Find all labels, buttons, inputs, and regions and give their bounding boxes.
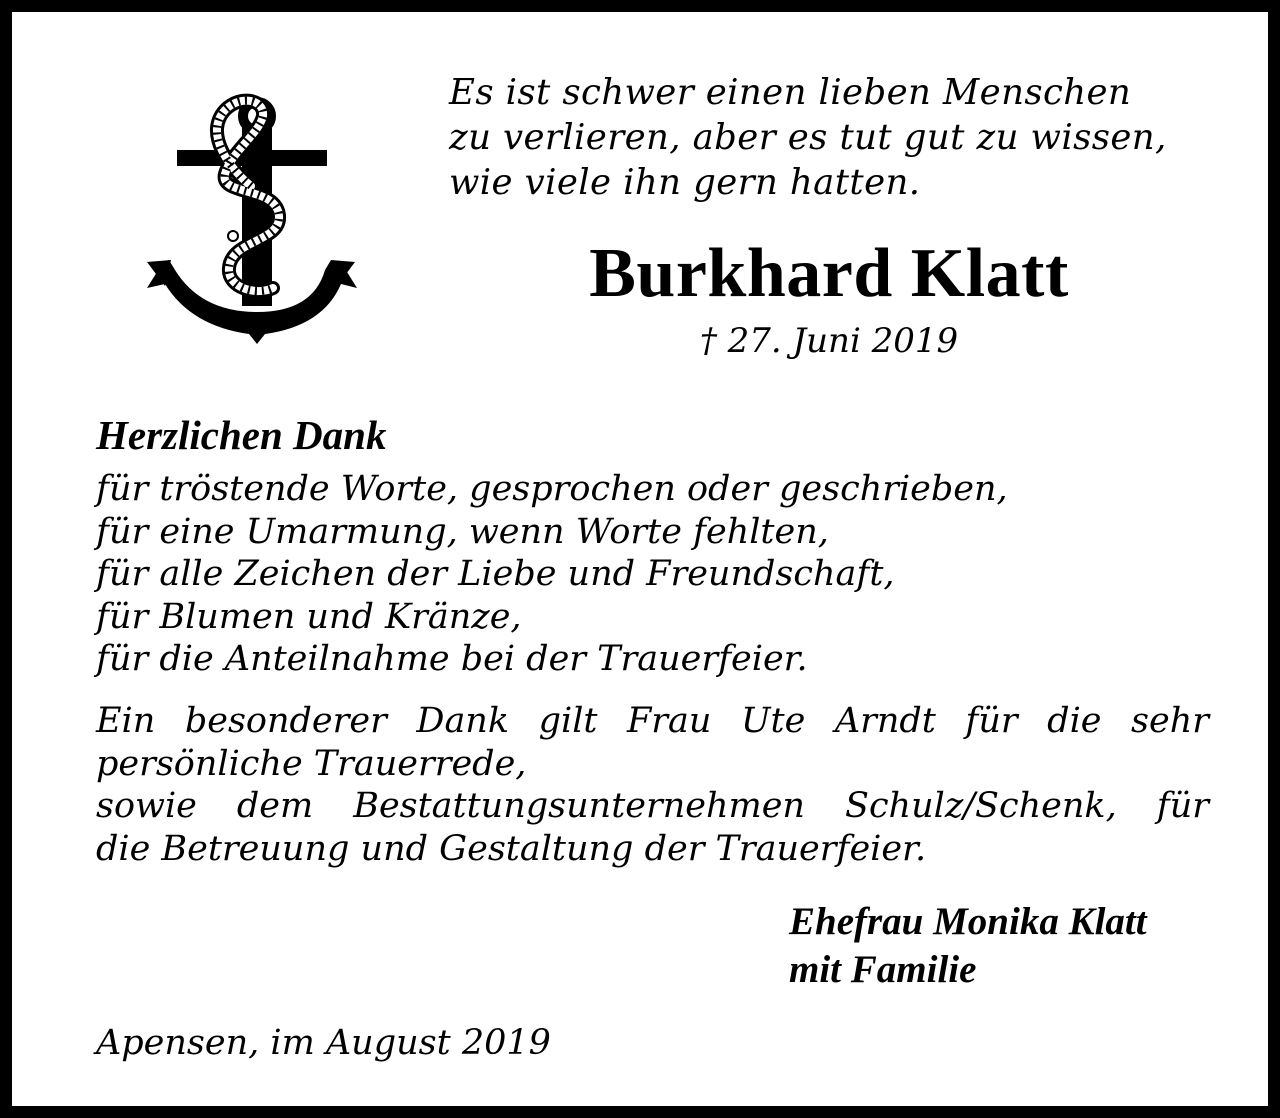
special-thanks-line: Ein besonderer Dank gilt Frau Ute Arndt für die sehr	[96, 701, 1209, 741]
signature-line: Ehefrau Monika Klatt	[789, 900, 1147, 943]
special-thanks-line: die Betreuung und Gestaltung der Trauerfeier.	[96, 828, 927, 869]
signature-line: mit Familie	[789, 948, 977, 991]
place-and-date: Apensen, im August 2019	[96, 1023, 551, 1063]
special-thanks-line: persönliche Trauerrede,	[96, 743, 527, 784]
anchor-with-rope-icon	[145, 90, 357, 346]
quote-line: zu verlieren, aber es tut gut zu wissen,	[449, 117, 1167, 158]
thanks-line: für alle Zeichen der Liebe und Freundschaft,	[96, 554, 895, 594]
thanks-heading: Herzlichen Dank	[96, 412, 387, 458]
deceased-name: Burkhard Klatt	[589, 235, 1069, 312]
thanks-line: für die Anteilnahme bei der Trauerfeier.	[96, 639, 808, 679]
death-date: † 27. Juni 2019	[699, 321, 959, 361]
special-thanks-line: sowie dem Bestattungsunternehmen Schulz/Schenk, für	[96, 786, 1209, 826]
thanks-line: für Blumen und Kränze,	[96, 596, 522, 637]
thanks-line: für tröstende Worte, gesprochen oder geschrieben,	[96, 469, 1008, 509]
thanks-list	[96, 468, 1008, 681]
thanks-line: für eine Umarmung, wenn Worte fehlten,	[96, 511, 829, 552]
signature	[789, 898, 1147, 994]
special-thanks-paragraph	[96, 700, 1209, 870]
memorial-quote	[449, 70, 1209, 205]
quote-line: wie viele ihn gern hatten.	[449, 162, 921, 203]
quote-line: Es ist schwer einen lieben Menschen	[449, 72, 1132, 113]
